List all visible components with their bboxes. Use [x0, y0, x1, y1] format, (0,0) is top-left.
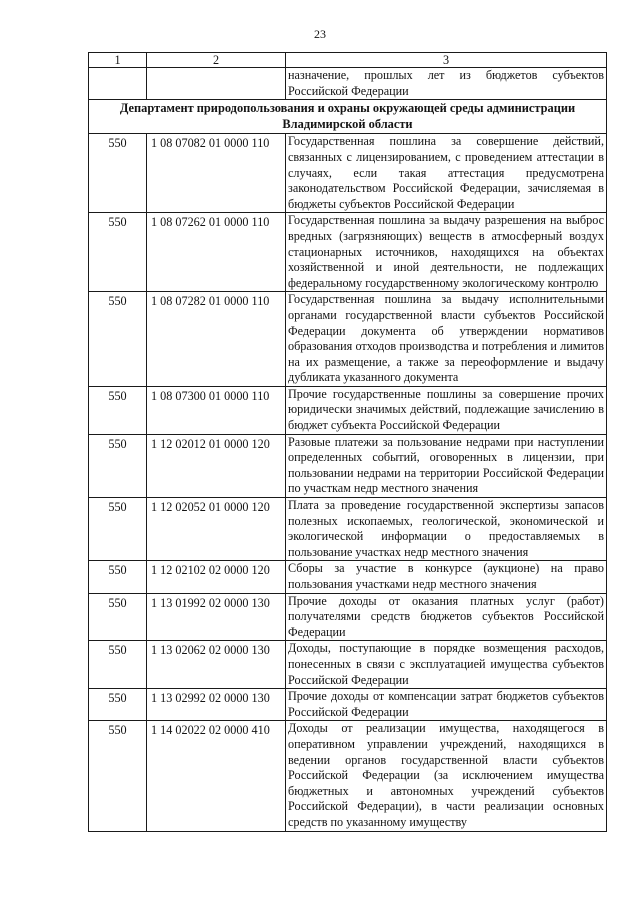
- description-cell: Прочие доходы от компенсации затрат бюджетов субъектов Российской Федерации: [286, 689, 607, 721]
- table-row: [89, 689, 607, 721]
- table-row: [89, 641, 607, 689]
- admin-code-cell: 550: [89, 434, 147, 497]
- description-cell: назначение, прошлых лет из бюджетов субъектов Российской Федерации: [286, 68, 607, 100]
- table-row: [89, 434, 607, 497]
- budget-code-cell: 1 12 02102 02 0000 120: [147, 561, 286, 593]
- table-row: [89, 213, 607, 292]
- admin-code-cell: 550: [89, 292, 147, 387]
- table-row: [89, 386, 607, 434]
- admin-code-cell: 550: [89, 213, 147, 292]
- table-row: [89, 593, 607, 641]
- table-row: [89, 498, 607, 561]
- column-header-3: 3: [286, 53, 607, 68]
- budget-code-cell: 1 12 02052 01 0000 120: [147, 498, 286, 561]
- admin-code-cell: 550: [89, 689, 147, 721]
- budget-code-cell: [147, 68, 286, 100]
- column-header-2: 2: [147, 53, 286, 68]
- budget-code-cell: 1 13 01992 02 0000 130: [147, 593, 286, 641]
- description-cell: Доходы от реализации имущества, находящегося в оперативном управлении учреждений, находящихся в ведении органов государственной власти субъектов Российской Федерации (за исключением имущества бюджетных и автономных учреждений субъектов Российской Федерации), в части реализации основных средств по указанному имуществу: [286, 721, 607, 831]
- description-cell: Разовые платежи за пользование недрами при наступлении определенных событий, оговоренных в лицензии, при пользовании недрами на территории Российской Федерации по участкам недр местного значения: [286, 434, 607, 497]
- admin-code-cell: 550: [89, 134, 147, 213]
- admin-code-cell: [89, 68, 147, 100]
- table-row: [89, 292, 607, 387]
- description-cell: Государственная пошлина за выдачу исполнительными органами государственной власти субъектов Российской Федерации документа об утверждении нормативов образования отходов производства и потребления и лимитов на их размещение, а также за переоформление и выдачу дубликата указанного документа: [286, 292, 607, 387]
- table-row: [89, 561, 607, 593]
- page-number: 23: [314, 27, 326, 41]
- column-header-1: 1: [89, 53, 147, 68]
- table-row: [89, 134, 607, 213]
- budget-code-cell: 1 13 02992 02 0000 130: [147, 689, 286, 721]
- admin-code-cell: 550: [89, 561, 147, 593]
- description-cell: Государственная пошлина за выдачу разрешения на выброс вредных (загрязняющих) веществ в атмосферный воздух стационарных источников, находящихся на объектах хозяйственной и иной деятельности, не подлежащих федеральному государственному экологическому контролю: [286, 213, 607, 292]
- description-cell: Прочие доходы от оказания платных услуг (работ) получателями средств бюджетов субъектов Российской Федерации: [286, 593, 607, 641]
- admin-code-cell: 550: [89, 593, 147, 641]
- description-cell: Плата за проведение государственной экспертизы запасов полезных ископаемых, геологической, экономической и экологической информации о предоставляемых в пользование участках недр местного значения: [286, 498, 607, 561]
- admin-code-cell: 550: [89, 721, 147, 831]
- budget-code-cell: 1 08 07262 01 0000 110: [147, 213, 286, 292]
- admin-code-cell: 550: [89, 386, 147, 434]
- description-cell: Прочие государственные пошлины за совершение прочих юридически значимых действий, подлежащие зачислению в бюджет субъекта Российской Федерации: [286, 386, 607, 434]
- department-heading: Департамент природопользования и охраны окружающей среды администрации Владимирской области: [89, 100, 607, 134]
- budget-code-cell: 1 08 07082 01 0000 110: [147, 134, 286, 213]
- description-cell: Сборы за участие в конкурсе (аукционе) на право пользования участками недр местного значения: [286, 561, 607, 593]
- budget-code-cell: 1 13 02062 02 0000 130: [147, 641, 286, 689]
- table-row: [89, 721, 607, 831]
- department-heading-row: [89, 100, 607, 134]
- table-header-row: [89, 53, 607, 68]
- description-cell: Государственная пошлина за совершение действий, связанных с лицензированием, с проведением аттестации в случаях, если такая аттестация предусмотрена законодательством Российской Федерации, зачисляемая в бюджеты субъектов Российской Федерации: [286, 134, 607, 213]
- budget-code-cell: 1 08 07300 01 0000 110: [147, 386, 286, 434]
- description-cell: Доходы, поступающие в порядке возмещения расходов, понесенных в связи с эксплуатацией имущества субъектов Российской Федерации: [286, 641, 607, 689]
- admin-code-cell: 550: [89, 498, 147, 561]
- budget-code-cell: 1 14 02022 02 0000 410: [147, 721, 286, 831]
- continuation-row: [89, 68, 607, 100]
- budget-code-cell: 1 12 02012 01 0000 120: [147, 434, 286, 497]
- budget-codes-table: [88, 52, 607, 832]
- admin-code-cell: 550: [89, 641, 147, 689]
- budget-code-cell: 1 08 07282 01 0000 110: [147, 292, 286, 387]
